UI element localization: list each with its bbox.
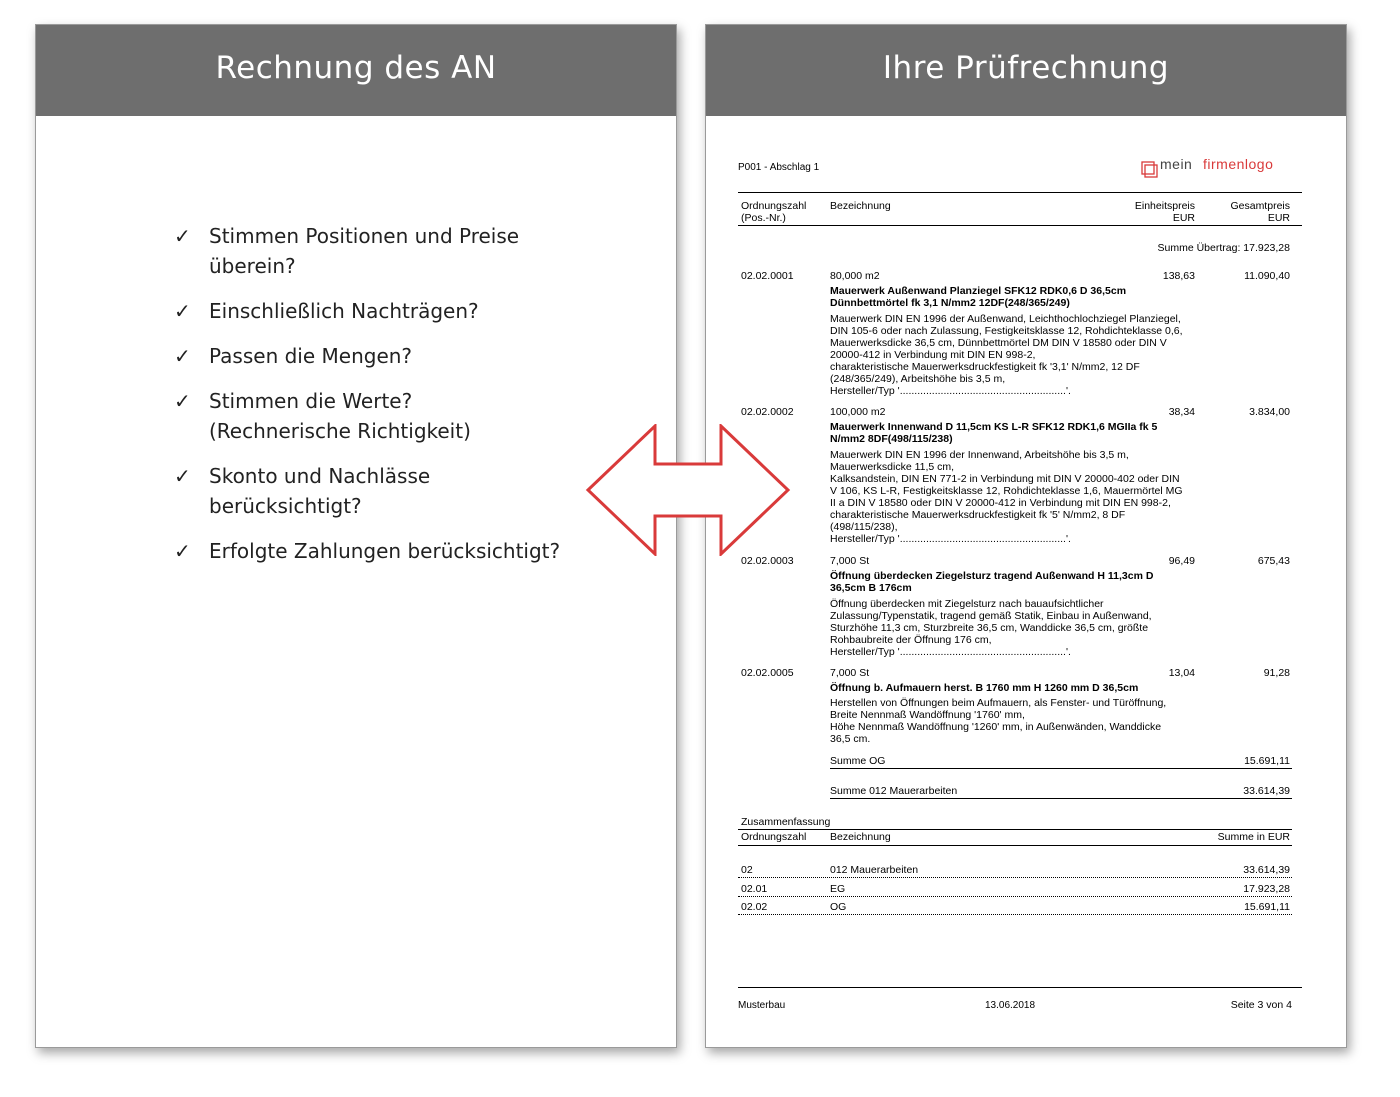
logo-icon (1140, 160, 1160, 180)
position-menge: 7,000 St (830, 555, 870, 567)
position-langtext: Herstellen von Öffnungen beim Aufmauern, als Fenster- und Türöffnung, Breite Nennmaß Wandöffnung '1760' mm, Höhe Nennmaß Wandöffnung '1260' mm, in Außenwänden, Wanddicke 36,5 cm. (830, 697, 1167, 745)
check-icon: ✓ (174, 299, 191, 323)
col-header-gesamtpreis: Gesamtpreis (1230, 200, 1290, 212)
logo-text-mein: mein (1160, 156, 1193, 172)
summe-og-label: Summe OG (830, 755, 886, 767)
check-icon: ✓ (174, 464, 191, 488)
check-icon: ✓ (174, 389, 191, 413)
summe-uebertrag: Summe Übertrag: 17.923,28 (1157, 242, 1290, 254)
zusammenfassung-bez: OG (830, 901, 847, 913)
footer-date: 13.06.2018 (985, 1000, 1036, 1011)
zusammenfassung-row-rule (738, 914, 1292, 915)
position-gp: 3.834,00 (1249, 406, 1290, 418)
checklist-item: ✓ Skonto und Nachlässe berücksichtigt? (174, 461, 574, 521)
document-id: P001 - Abschlag 1 (738, 162, 820, 173)
checklist-item: ✓ Erfolgte Zahlungen berücksichtigt? (174, 536, 574, 566)
summe-og-value: 15.691,11 (1244, 755, 1290, 767)
position-oz: 02.02.0005 (741, 667, 794, 679)
position-gp: 91,28 (1263, 667, 1290, 679)
position-kurztext: Mauerwerk Außenwand Planziegel SFK12 RDK0,6 D 36,5cm Dünnbettmörtel fk 3,1 N/mm2 12DF(248/365/249) (830, 285, 1127, 309)
checklist-item: ✓ Einschließlich Nachträgen? (174, 296, 574, 326)
col-header-bezeichnung: Bezeichnung (830, 200, 891, 212)
footer-page: Seite 3 von 4 (1230, 999, 1292, 1011)
position-kurztext: Mauerwerk Innenwand D 11,5cm KS L-R SFK12 RDK1,6 MGIIa fk 5 N/mm2 8DF(498/115/238) (830, 421, 1158, 445)
footer-rule (738, 987, 1302, 988)
zusammenfassung-row-rule (738, 896, 1292, 897)
col-header-posnr: (Pos.-Nr.) (741, 212, 786, 224)
zusammenfassung-top-rule (738, 829, 1292, 830)
col-header-ep-unit: EUR (1172, 212, 1195, 224)
position-oz: 02.02.0002 (741, 406, 794, 418)
zusammenfassung-bez: EG (830, 883, 846, 895)
position-langtext: Mauerwerk DIN EN 1996 der Außenwand, Leichthochlochziegel Planziegel, DIN 105-6 oder nach Zulassung, Festigkeitsklasse 12, Rohdichteklasse 0,6, Mauerwerksdicke 36,5 cm, Dünnbettmörtel DM DIN V 18580 oder DIN V 20000-412 in Verbindung mit DIN EN 998-2, charakteristische Mauerwerksdruckfestigkeit fk '3,1' N/mm2, 12 DF (248/365/249), Arbeitshöhe bis 3,5 m, Hersteller/Typ '.........................................................'. (830, 313, 1183, 397)
summe-012-value: 33.614,39 (1243, 785, 1290, 797)
zusammenfassung-col-oz: Ordnungszahl (741, 831, 807, 843)
summe-012-label: Summe 012 Mauerarbeiten (830, 785, 958, 797)
position-menge: 100,000 m2 (830, 406, 886, 418)
checklist-item: ✓ Stimmen Positionen und Preise überein? (174, 221, 574, 281)
zusammenfassung-bez: 012 Mauerarbeiten (830, 864, 919, 876)
position-gp: 675,43 (1257, 555, 1290, 567)
zusammenfassung-oz: 02.02 (741, 901, 768, 913)
double-arrow-icon (585, 424, 791, 556)
position-gp: 11.090,40 (1244, 270, 1290, 282)
check-icon: ✓ (174, 539, 191, 563)
check-icon: ✓ (174, 224, 191, 248)
zusammenfassung-sum: 33.614,39 (1243, 864, 1290, 876)
checklist-item: ✓ Passen die Mengen? (174, 341, 574, 371)
position-menge: 80,000 m2 (830, 270, 880, 282)
position-kurztext: Öffnung b. Aufmauern herst. B 1760 mm H 1260 mm D 36,5cm (830, 682, 1139, 694)
position-oz: 02.02.0001 (741, 270, 794, 282)
col-header-einheitspreis: Einheitspreis (1134, 200, 1195, 212)
column-header-rule (738, 225, 1302, 226)
checklist-item: ✓ Stimmen die Werte? (Rechnerische Richtigkeit) (174, 386, 574, 446)
position-ep: 138,63 (1162, 270, 1195, 282)
position-ep: 13,04 (1168, 667, 1195, 679)
zusammenfassung-sum: 15.691,11 (1244, 901, 1290, 913)
position-ep: 38,34 (1168, 406, 1195, 418)
position-menge: 7,000 St (830, 667, 870, 679)
zusammenfassung-title: Zusammenfassung (741, 816, 831, 828)
position-langtext: Öffnung überdecken mit Ziegelsturz nach bauaufsichtlicher Zulassung/Typenstatik, tragend gemäß Statik, Einbau in Außenwand, Sturzhöhe 11,3 cm, Sturzbreite 36,5 cm, Wanddicke 36,5 cm, größte Rohbaubreite der Öffnung 176 cm, Hersteller/Typ '.........................................................'. (830, 598, 1152, 658)
header-rule (738, 192, 1302, 193)
zusammenfassung-sum: 17.923,28 (1243, 883, 1290, 895)
zusammenfassung-oz: 02.01 (741, 883, 768, 895)
zusammenfassung-col-sum: Summe in EUR (1217, 831, 1290, 843)
summe-og-rule (830, 768, 1292, 769)
left-panel-title: Rechnung des AN (36, 25, 676, 116)
zusammenfassung-header-rule (738, 845, 1292, 846)
col-header-gp-unit: EUR (1267, 212, 1290, 224)
position-ep: 96,49 (1168, 555, 1195, 567)
zusammenfassung-row-rule (738, 877, 1292, 878)
col-header-ordnungszahl: Ordnungszahl (741, 200, 807, 212)
logo-text-firmenlogo: firmenlogo (1203, 156, 1274, 172)
summe-012-rule (830, 798, 1292, 799)
position-kurztext: Öffnung überdecken Ziegelsturz tragend Außenwand H 11,3cm D 36,5cm B 176cm (830, 570, 1154, 594)
position-oz: 02.02.0003 (741, 555, 794, 567)
position-langtext: Mauerwerk DIN EN 1996 der Innenwand, Arbeitshöhe bis 3,5 m, Mauerwerksdicke 11,5 cm, Kalksandstein, DIN EN 771-2 in Verbindung mit DIN V 20000-402 oder DIN V 106, KS L-R, Festigkeitsklasse 12, Rohdichteklasse 1,6, Mauermörtel MG II a DIN V 18580 oder DIN V 20000-412 in Verbindung mit DIN EN 998-2, charakteristische Mauerwerksdruckfestigkeit fk '5' N/mm2, 8 DF (498/115/238), Hersteller/Typ '.........................................................'. (830, 449, 1183, 545)
right-panel-title: Ihre Prüfrechnung (706, 25, 1346, 116)
zusammenfassung-oz: 02 (741, 864, 753, 876)
check-icon: ✓ (174, 344, 191, 368)
zusammenfassung-col-bez: Bezeichnung (830, 831, 891, 843)
footer-company: Musterbau (738, 1000, 786, 1011)
